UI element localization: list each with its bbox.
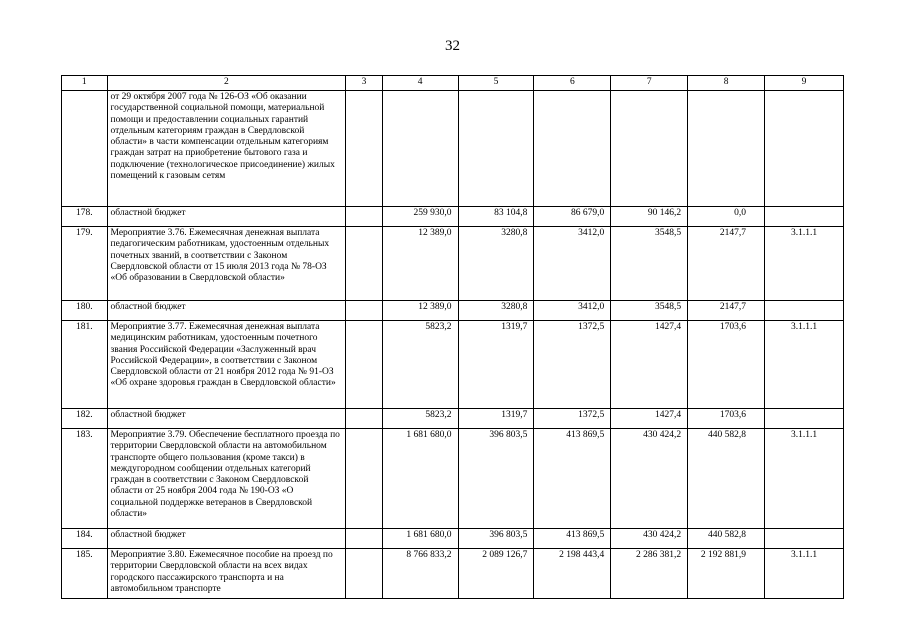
cell-col9 [765,529,844,549]
row-number [62,91,108,207]
cell-col8: 1703,6 [688,321,765,409]
row-number: 184. [62,529,108,549]
table-row [62,301,844,321]
cell-col6: 2 198 443,4 [534,549,611,599]
row-description: областной бюджет [107,529,346,549]
cell-col4: 8 766 833,2 [382,549,458,599]
cell-col8: 2147,7 [688,301,765,321]
cell-col8: 440 582,8 [688,529,765,549]
cell-col9: 3.1.1.1 [765,549,844,599]
col-header: 4 [382,76,458,91]
cell-col7: 430 424,2 [611,529,688,549]
cell-col7: 1427,4 [611,321,688,409]
cell-col9 [765,91,844,207]
row-description: от 29 октября 2007 года № 126-ОЗ «Об оказании государственной социальной помощи, материальной помощи и предоставлении социальных гарантий отдельным категориям граждан в Свердловской области» в части компенсации отдельным категориям граждан затрат на приобретение бытового газа и подключение (технологическое присоединение) жилых помещений к газовым сетям [107,91,346,207]
row-number: 179. [62,227,108,301]
cell-col9: 3.1.1.1 [765,321,844,409]
cell-col4: 12 389,0 [382,301,458,321]
cell-col4 [382,91,458,207]
table-row [62,549,844,599]
cell-col6: 413 869,5 [534,429,611,529]
cell-col4: 1 681 680,0 [382,529,458,549]
cell-col7: 1427,4 [611,409,688,429]
row-number: 178. [62,207,108,227]
cell-col5: 396 803,5 [458,429,534,529]
cell-col8: 440 582,8 [688,429,765,529]
cell-col8: 0,0 [688,207,765,227]
cell-col6: 86 679,0 [534,207,611,227]
row-number: 183. [62,429,108,529]
cell-col8: 2 192 881,9 [688,549,765,599]
cell-col3 [346,409,382,429]
row-description: Мероприятие 3.80. Ежемесячное пособие на проезд по территории Свердловской области на всех видах городского пассажирского транспорта и на автомобильном транспорте [107,549,346,599]
cell-col5: 3280,8 [458,301,534,321]
cell-col3 [346,529,382,549]
cell-col6: 3412,0 [534,301,611,321]
table-row [62,91,844,207]
cell-col8 [688,91,765,207]
col-header: 8 [688,76,765,91]
cell-col9 [765,409,844,429]
table-row [62,529,844,549]
cell-col6: 413 869,5 [534,529,611,549]
program-table [61,75,844,599]
row-number: 185. [62,549,108,599]
cell-col9: 3.1.1.1 [765,227,844,301]
cell-col9 [765,207,844,227]
row-description: областной бюджет [107,301,346,321]
cell-col5: 2 089 126,7 [458,549,534,599]
cell-col4: 5823,2 [382,321,458,409]
col-header: 1 [62,76,108,91]
row-description: Мероприятие 3.76. Ежемесячная денежная выплата педагогическим работникам, удостоенным отдельных почетных званий, в соответствии с Законом Свердловской области от 15 июля 2013 года № 78-ОЗ «Об образовании в Свердловской области» [107,227,346,301]
col-header: 3 [346,76,382,91]
row-number: 182. [62,409,108,429]
cell-col7: 90 146,2 [611,207,688,227]
cell-col3 [346,301,382,321]
cell-col9: 3.1.1.1 [765,429,844,529]
cell-col5: 3280,8 [458,227,534,301]
cell-col5: 1319,7 [458,321,534,409]
cell-col3 [346,429,382,529]
cell-col3 [346,321,382,409]
cell-col6: 1372,5 [534,321,611,409]
row-description: Мероприятие 3.79. Обеспечение бесплатного проезда по территории Свердловской области на автомобильном транспорте общего пользования (кроме такси) в междугородном сообщении отдельных категорий граждан в соответствии с Законом Свердловской области от 25 ноября 2004 года № 190-ОЗ «О социальной поддержке ветеранов в Свердловской области» [107,429,346,529]
cell-col7: 3548,5 [611,301,688,321]
cell-col6: 3412,0 [534,227,611,301]
table-row [62,409,844,429]
row-description: областной бюджет [107,207,346,227]
table-row [62,429,844,529]
page-number: 32 [445,38,460,54]
col-header: 7 [611,76,688,91]
cell-col7: 430 424,2 [611,429,688,529]
cell-col5 [458,91,534,207]
table-row [62,207,844,227]
cell-col5: 1319,7 [458,409,534,429]
table-row [62,321,844,409]
cell-col5: 396 803,5 [458,529,534,549]
cell-col7: 2 286 381,2 [611,549,688,599]
cell-col4: 1 681 680,0 [382,429,458,529]
cell-col3 [346,549,382,599]
cell-col6 [534,91,611,207]
col-header: 6 [534,76,611,91]
row-description: областной бюджет [107,409,346,429]
row-number: 180. [62,301,108,321]
cell-col6: 1372,5 [534,409,611,429]
cell-col3 [346,91,382,207]
cell-col4: 259 930,0 [382,207,458,227]
cell-col3 [346,227,382,301]
cell-col7 [611,91,688,207]
cell-col3 [346,207,382,227]
cell-col8: 1703,6 [688,409,765,429]
col-header: 9 [765,76,844,91]
cell-col8: 2147,7 [688,227,765,301]
col-header: 2 [107,76,346,91]
cell-col7: 3548,5 [611,227,688,301]
col-header: 5 [458,76,534,91]
cell-col4: 5823,2 [382,409,458,429]
row-number: 181. [62,321,108,409]
cell-col9 [765,301,844,321]
table-row [62,227,844,301]
header-row [62,76,844,91]
row-description: Мероприятие 3.77. Ежемесячная денежная выплата медицинским работникам, удостоенным почетного звания Российской Федерации «Заслуженный врач Российской Федерации», в соответствии с Законом Свердловской области от 21 ноября 2012 года № 91-ОЗ «Об охране здоровья граждан в Свердловской области» [107,321,346,409]
cell-col5: 83 104,8 [458,207,534,227]
cell-col4: 12 389,0 [382,227,458,301]
